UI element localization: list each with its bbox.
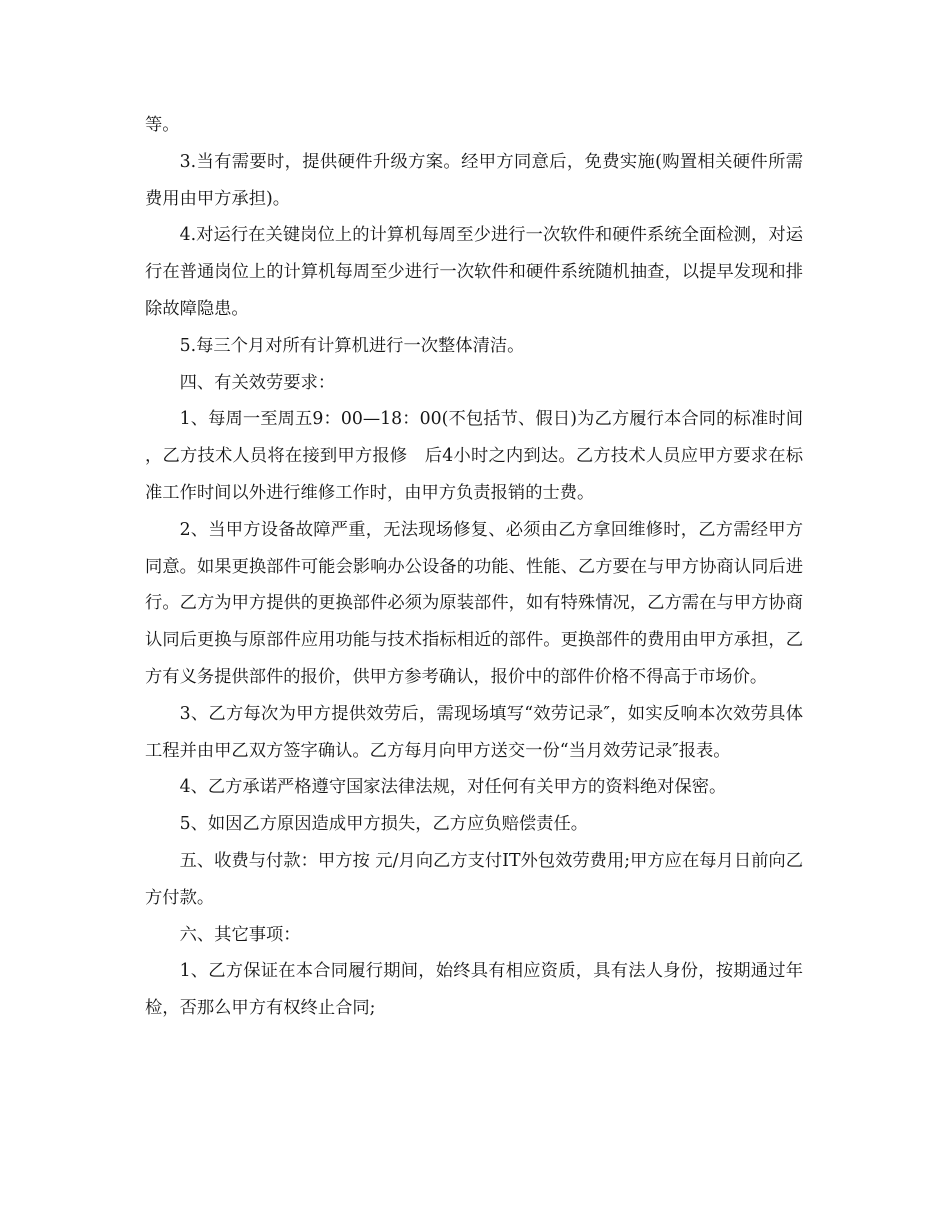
paragraph-requirement-1-hours: 1、每周一至周五9：00—18：00(不包括节、假日)为乙方履行本合同的标准时间，乙方技术人员将在接到甲方报修 后4小时之内到达。乙方技术人员应甲方要求在标准工作时间以外进行维修工作时，由甲方负责报销的士费。: [145, 409, 803, 503]
document-body: [145, 107, 803, 1027]
paragraph-requirement-3-service-record: 3、乙方每次为甲方提供效劳后，需现场填写“效劳记录″，如实反响本次效劳具体工程并由甲乙双方签字确认。乙方每月向甲方送交一份“当月效劳记录″报表。: [145, 703, 803, 761]
section-heading-service-requirements: 四、有关效劳要求：: [179, 372, 336, 393]
paragraph-continuation: 等。: [145, 115, 180, 135]
paragraph-requirement-5-compensation: 5、如因乙方原因造成甲方损失，乙方应负赔偿责任。: [179, 814, 589, 835]
paragraph-item-5-cleaning: 5.每三个月对所有计算机进行一次整体清洁。: [179, 335, 525, 356]
paragraph-item-3-hardware-upgrade: 3.当有需要时，提供硬件升级方案。经甲方同意后，免费实施(购置相关硬件所需费用由甲方承担)。: [145, 151, 803, 209]
section-heading-fees-payment: 五、收费与付款：甲方按 元/月向乙方支付IT外包效劳费用;甲方应在每月日前向乙方付款。: [145, 850, 803, 908]
section-heading-other-matters: 六、其它事项：: [179, 924, 301, 945]
paragraph-other-1-qualification: 1、乙方保证在本合同履行期间，始终具有相应资质，具有法人身份，按期通过年检，否那么甲方有权终止合同;: [145, 961, 803, 1019]
paragraph-requirement-4-confidentiality: 4、乙方承诺严格遵守国家法律法规，对任何有关甲方的资料绝对保密。: [179, 777, 727, 798]
paragraph-item-4-weekly-inspection: 4.对运行在关键岗位上的计算机每周至少进行一次软件和硬件系统全面检测，对运行在普通岗位上的计算机每周至少进行一次软件和硬件系统随机抽查，以提早发现和排除故障隐患。: [145, 225, 803, 319]
paragraph-requirement-2-repairs: 2、当甲方设备故障严重，无法现场修复、必须由乙方拿回维修时，乙方需经甲方同意。如果更换部件可能会影响办公设备的功能、性能、乙方要在与甲方协商认同后进行。乙方为甲方提供的更换部件必须为原装部件，如有特殊情况，乙方需在与甲方协商认同后更换与原部件应用功能与技术指标相近的部件。更换部件的费用由甲方承担，乙方有义务提供部件的报价，供甲方参考确认，报价中的部件价格不得高于市场价。: [145, 519, 803, 687]
